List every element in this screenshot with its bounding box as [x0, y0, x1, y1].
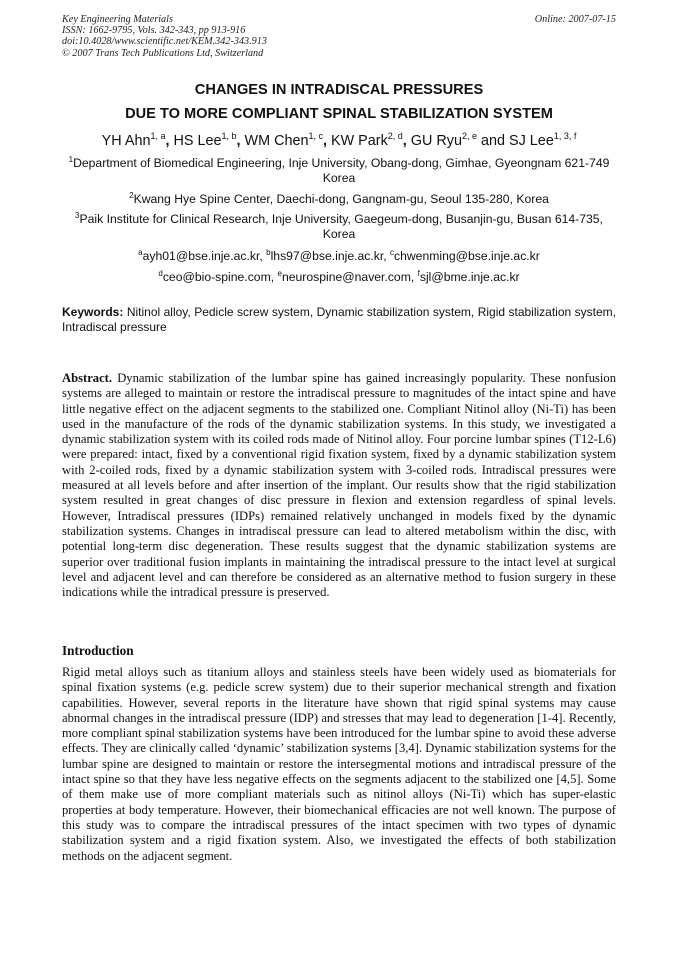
author-affiliation-marker: 1, b: [221, 131, 237, 141]
author-name: GU Ryu: [410, 133, 462, 149]
author-affiliation-marker: 1, 3, f: [553, 131, 577, 141]
email-marker: d: [158, 269, 163, 278]
author-affiliation-marker: 2, d: [387, 131, 403, 141]
copyright-line: © 2007 Trans Tech Publications Ltd, Switzerland: [62, 47, 264, 59]
affiliation-1: [62, 156, 616, 186]
email-address[interactable]: chwenming@bse.inje.ac.kr: [394, 249, 540, 263]
affiliation-3-marker: 3: [75, 211, 80, 220]
author-separator: ,: [236, 133, 245, 149]
affiliation-3: [62, 212, 616, 242]
author-affiliation-marker: 2, e: [461, 131, 477, 141]
affiliation-1-text: Department of Biomedical Engineering, Inje University, Obang-dong, Gimhae, Gyeongnam 621-749 Korea: [73, 156, 610, 186]
author-affiliation-marker: 1, a: [150, 131, 166, 141]
online-date: Online: 2007-07-15: [534, 14, 616, 25]
author-separator: ,: [402, 133, 411, 149]
email-address[interactable]: ayh01@bse.inje.ac.kr: [142, 249, 260, 263]
author-affiliation-marker: 1, c: [308, 131, 323, 141]
author-name: SJ Lee: [509, 133, 554, 149]
email-marker: b: [266, 248, 271, 257]
author-list: [30, 131, 648, 151]
email-separator: ,: [410, 270, 418, 284]
introduction-text: Rigid metal alloys such as titanium alloys and stainless steels have been widely used as biomaterials for spinal fixation systems (e.g. pedicle screw system) due to their superior mechanical strength and fixation capabilities. However, several reports in the literature have shown that rigid spinal systems may cause abnormal changes in the intradiscal pressure (IDP) and stresses that may lead to degeneration [1-4]. Recently, more compliant spinal stabilization systems have been introduced for the lumbar spine to avoid these adverse effects. They are clinically called ‘dynamic’ stabilization systems [3,4]. Dynamic stabilization systems for the lumbar spine are designed to maintain or restore the intersegmental motions and intradiscal pressure of the intact spine so that they have less negative effects on the segments adjacent to the stabilized one [4,5]. Some of them make use of more compliant materials such as nitinol alloys (Ni-Ti) which has super-elastic properties at body temperature. However, their biomechanical efficacies are not well known. The purpose of this study was to compare the intradiscal pressures of the intact specimen with two types of dynamic stabilization system and a rigid fixation system. Also, we investigated the effects of both stabilization methods on the adjacent segment.: [62, 665, 616, 863]
abstract-label: Abstract.: [62, 371, 113, 385]
journal-name: Key Engineering Materials: [62, 14, 173, 25]
email-marker: f: [417, 269, 420, 278]
author-name: YH Ahn: [101, 133, 151, 149]
doi-line: doi:10.4028/www.scientific.net/KEM.342-343.913: [62, 36, 267, 48]
affiliation-3-text: Paik Institute for Clinical Research, Inje University, Gaegeum-dong, Busanjin-gu, Busan 614-735, Korea: [79, 212, 603, 242]
email-separator: ,: [259, 249, 267, 263]
author-separator: ,: [323, 133, 331, 149]
email-marker: a: [138, 248, 143, 257]
keywords-block: [62, 305, 616, 335]
title-line-1: CHANGES IN INTRADISCAL PRESSURES: [194, 82, 484, 98]
email-line-1: [62, 249, 616, 264]
email-address[interactable]: lhs97@bse.inje.ac.kr: [270, 249, 384, 263]
title-line-2: DUE TO MORE COMPLIANT SPINAL STABILIZATION SYSTEM: [125, 106, 553, 122]
email-separator: ,: [383, 249, 390, 263]
keywords-label: Keywords:: [62, 305, 124, 319]
introduction-heading: Introduction: [62, 643, 134, 658]
author-separator: ,: [165, 133, 174, 149]
email-line-2: [62, 270, 616, 285]
abstract-block: [62, 371, 616, 600]
email-address[interactable]: sjl@bme.inje.ac.kr: [419, 270, 520, 284]
abstract-text: Dynamic stabilization of the lumbar spine has gained increasingly popularity. These nonfusion systems are alleged to maintain or restore the intradiscal pressure to magnitudes of the intact spine and have little negative effect on the adjacent segments to the stabilized one. Compliant Nitinol alloy (Ni-Ti) has been used in the manufacture of the rods of the dynamic stabilization systems. In this study, we investigated a dynamic stabilization system with its coiled rods made of Nitinol alloy. Four porcine lumbar spines (T12-L6) were prepared: intact, fixed by a conventional rigid fixation system, fixed by a dynamic stabilization system with 2-coiled rods, fixed by a dynamic stabilization system with 3-coiled rods. Intradiscal pressures were measured at all levels before and after insertion of the implant. Our results show that the rigid stabilization system resulted in great changes of disc pressure in flexion and extension regardless of spinal levels. However, Intradiscal pressures (IDPs) remained relatively unchanged in models fixed by the dynamic stabilization systems. Changes in intradiscal pressure can lead to altered metabolism within the disc, with potential long-term disc degeneration. These results suggest that the dynamic stabilization systems are superior over traditional fusion implants in maintaining the intradiscal pressure to the intact level at surgical level and adjacent level and can therefore be considered as an alternative method to fusion surgery in these indications while the intradical pressure is preserved.: [62, 371, 617, 600]
email-separator: ,: [270, 270, 278, 284]
affiliation-2-text: Kwang Hye Spine Center, Daechi-dong, Gangnam-gu, Seoul 135-280, Korea: [133, 192, 549, 206]
email-address[interactable]: ceo@bio-spine.com: [162, 270, 271, 284]
author-name: HS Lee: [173, 133, 222, 149]
author-name: KW Park: [331, 133, 388, 149]
email-address[interactable]: neurospine@naver.com: [281, 270, 411, 284]
email-marker: e: [277, 269, 282, 278]
issn-line: ISSN: 1662-9795, Vols. 342-343, pp 913-916: [62, 25, 246, 37]
author-and: and: [477, 133, 510, 149]
affiliation-2: [62, 192, 616, 207]
email-marker: c: [390, 248, 394, 257]
keywords-text: Nitinol alloy, Pedicle screw system, Dynamic stabilization system, Rigid stabilization system, Intradiscal pressure: [62, 305, 616, 334]
journal-header: [62, 14, 267, 59]
affiliation-2-marker: 2: [129, 191, 134, 200]
author-name: WM Chen: [244, 133, 309, 149]
affiliation-1-marker: 1: [68, 155, 74, 164]
